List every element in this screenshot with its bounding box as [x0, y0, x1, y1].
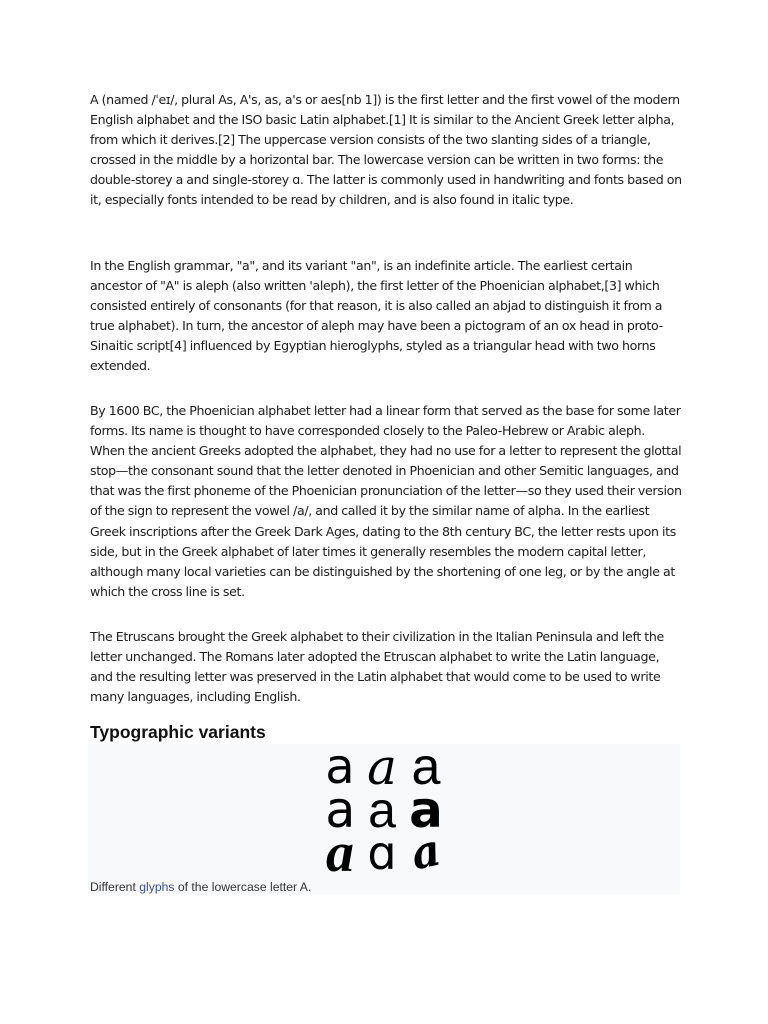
glyphs-link[interactable]: glyphs [139, 880, 175, 894]
caption-text-after: of the lowercase letter A. [174, 880, 312, 894]
paragraph-intro: A (named /ˈeɪ/, plural As, A's, as, a's or aes[nb 1]) is the first letter and the first vowel of the modern English alphabet and the ISO basic Latin alphabet.[1] It is similar to the Ancient Greek letter alpha, from which it derives.[2] The uppercase version consists of the two slanting sides of a triangle, crossed in the middle by a horizontal bar. The lowercase version can be written in two forms: the double-storey a and single-storey ɑ. The latter is commonly used in handwriting and fonts based on it, especially fonts intended to be read by children, and is also found in italic type. [90, 92, 682, 208]
glyph-variant-2: a [367, 738, 397, 796]
glyph-variant-6: a [409, 781, 443, 839]
caption-text-before: Different [90, 880, 140, 894]
glyph-variant-4: a [324, 781, 356, 839]
paragraph-phoenician: By 1600 BC, the Phoenician alphabet letter had a linear form that served as the base for some later forms. Its name is thought to have corresponded closely to the Paleo-Hebrew or Arabic aleph. When the ancient Greeks adopted the alphabet, they had no use for a letter to represent the glottal stop—the consonant sound that the letter denoted in Phoenician and other Semitic languages, and that was the first phoneme of the Phoenician pronunciation of the letter—so they used their version of the sign to represent the vowel /a/, and called it by the similar name of alpha. In the earliest Greek inscriptions after the Greek Dark Ages, dating to the 8th century BC, the letter rests upon its side, but in the Greek alphabet of later times it generally resembles the modern capital letter, although many local varieties can be distinguished by the shortening of one leg, or by the angle at which the cross line is set. [90, 403, 682, 599]
paragraph-etruscan: The Etruscans brought the Greek alphabet to their civilization in the Italian Peninsula and left the letter unchanged. The Romans later adopted the Etruscan alphabet to write the Latin language, and the resulting letter was preserved in the Latin alphabet that would come to be used to write many languages, including English. [90, 629, 664, 705]
glyph-variant-3: a [411, 738, 441, 796]
glyph-variant-7: a [326, 822, 354, 884]
paragraph-article: In the English grammar, "a", and its variant "an", is an indefinite article. The earliest certain ancestor of "A" is aleph (also written 'aleph), the first letter of the Phoenician alphabet,[3] which consisted entirely of consonants (for that reason, it is also called an abjad to distinguish it from a true alphabet). In turn, the ancestor of aleph may have been a pictogram of an ox head in proto-Sinaitic script[4] influenced by Egyptian hieroglyphs, styled as a triangular head with two horns extended. [90, 258, 663, 374]
glyph-variant-1: a [325, 739, 355, 795]
glyph-variant-8: ɑ [367, 826, 397, 880]
glyph-variant-9: a [406, 824, 446, 881]
glyph-figure [88, 738, 680, 894]
section-heading: Typographic variants [90, 722, 266, 742]
figure-caption [90, 880, 311, 894]
glyph-grid [318, 738, 450, 884]
glyph-variant-5: a [368, 782, 396, 838]
